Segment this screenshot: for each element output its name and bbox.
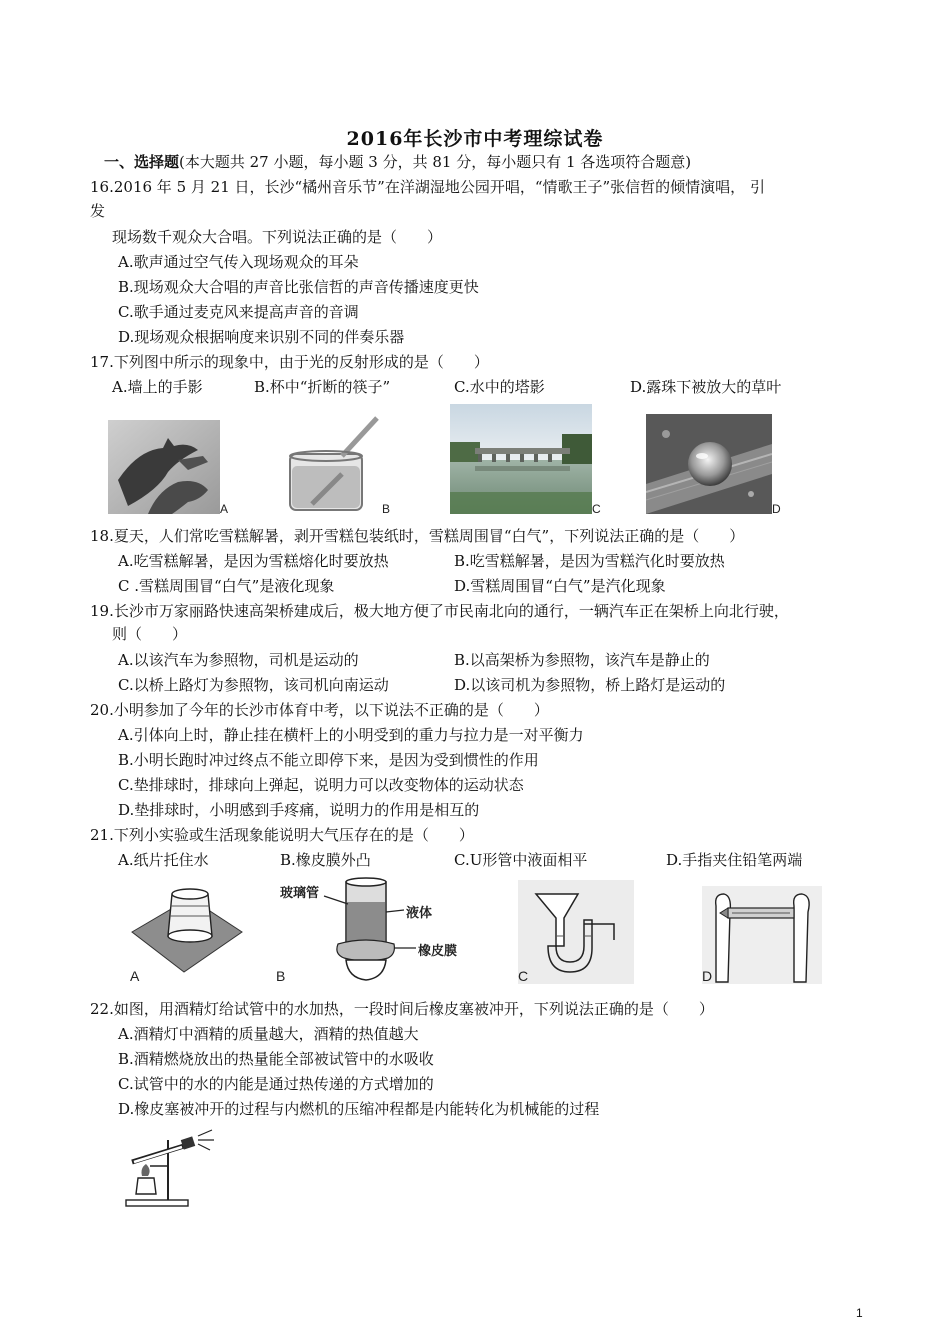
q18-option-b: B.吃雪糕解暑，是因为雪糕汽化时要放热 bbox=[454, 552, 725, 570]
q21-option-d: D.手指夹住铅笔两端 bbox=[666, 851, 803, 869]
q22-option-c: C.试管中的水的内能是通过热传递的方式增加的 bbox=[118, 1075, 434, 1093]
q17-figure-d-label: D bbox=[772, 502, 781, 516]
q17-figure-a-label: A bbox=[220, 502, 229, 516]
section-desc: (本大题共 27 小题，每小题 3 分，共 81 分，每小题只有 1 各选项符合题意) bbox=[179, 153, 692, 171]
q22-option-b: B.酒精燃烧放出的热量能全部被试管中的水吸收 bbox=[118, 1050, 434, 1068]
q21-stem: 21.下列小实验或生活现象能说明大气压存在的是（ ） bbox=[90, 826, 474, 844]
q18-option-d: D.雪糕周围冒“白气”是汽化现象 bbox=[454, 577, 666, 595]
q18-option-a: A.吃雪糕解暑，是因为雪糕熔化时要放热 bbox=[118, 552, 389, 570]
q18-stem: 18.夏天，人们常吃雪糕解暑，剥开雪糕包装纸时，雪糕周围冒“白气”，下列说法正确的是（ ） bbox=[90, 527, 745, 545]
q17-option-c: C.水中的塔影 bbox=[454, 378, 545, 396]
q19-option-c: C.以桥上路灯为参照物，该司机向南运动 bbox=[118, 676, 389, 694]
q17-stem: 17.下列图中所示的现象中，由于光的反射形成的是（ ） bbox=[90, 353, 489, 371]
q21-option-c: C.U形管中液面相平 bbox=[454, 851, 588, 869]
q16-stem-cont: 发 bbox=[90, 202, 106, 220]
q20-option-b: B.小明长跑时冲过终点不能立即停下来，是因为受到惯性的作用 bbox=[118, 751, 539, 769]
q20-option-d: D.垫排球时，小明感到手疼痛，说明力的作用是相互的 bbox=[118, 801, 480, 819]
q19-stem: 19.长沙市万家丽路快速高架桥建成后，极大地方便了市民南北向的通行，一辆汽车正在架桥上向北行驶， bbox=[90, 602, 789, 620]
q17-option-b: B.杯中“折断的筷子” bbox=[254, 378, 391, 396]
page-number: 1 bbox=[856, 1306, 863, 1320]
q18-option-c: C .雪糕周围冒“白气”是液化现象 bbox=[118, 577, 335, 595]
q20-stem: 20.小明参加了今年的长沙市体育中考，以下说法不正确的是（ ） bbox=[90, 701, 549, 719]
q21-figure-b bbox=[276, 874, 476, 984]
q21-option-a: A.纸片托住水 bbox=[118, 851, 209, 869]
q16-option-a: A.歌声通过空气传入现场观众的耳朵 bbox=[118, 253, 359, 271]
q21-figure-b-liquid-label: 液体 bbox=[406, 905, 433, 920]
q22-figure bbox=[120, 1126, 216, 1210]
q19-option-a: A.以该汽车为参照物，司机是运动的 bbox=[118, 651, 359, 669]
q21-figure-a-label: A bbox=[130, 968, 140, 984]
q17-figure-b-label: B bbox=[382, 502, 391, 516]
q16-option-c: C.歌手通过麦克风来提高声音的音调 bbox=[118, 303, 359, 321]
q21-figure-b-label: B bbox=[276, 968, 286, 984]
q17-figure-c-label: C bbox=[592, 502, 601, 516]
q21-figure-b-tube-label: 玻璃管 bbox=[280, 885, 320, 900]
section-header bbox=[104, 152, 691, 172]
q17-figure-d bbox=[646, 414, 772, 514]
q22-option-d: D.橡皮塞被冲开的过程与内燃机的压缩冲程都是内能转化为机械能的过程 bbox=[118, 1100, 600, 1118]
q19-option-b: B.以高架桥为参照物，该汽车是静止的 bbox=[454, 651, 710, 669]
q22-stem: 22.如图，用酒精灯给试管中的水加热，一段时间后橡皮塞被冲开，下列说法正确的是（ ） bbox=[90, 1000, 714, 1018]
q17-option-d: D.露珠下被放大的草叶 bbox=[630, 378, 782, 396]
q21-figure-d bbox=[702, 886, 822, 984]
q16-stem: 16.2016 年 5 月 21 日，长沙“橘州音乐节”在洋湖湿地公园开唱，“情歌王子”张信哲的倾情演唱， 引 bbox=[90, 178, 765, 196]
q16-stem2: 现场数千观众大合唱。下列说法正确的是（ ） bbox=[112, 228, 443, 246]
q20-option-c: C.垫排球时，排球向上弹起，说明力可以改变物体的运动状态 bbox=[118, 776, 524, 794]
q17-figure-b bbox=[282, 414, 382, 514]
section-name: 一、选择题 bbox=[104, 153, 180, 171]
q19-stem2: 则（ ） bbox=[112, 625, 188, 643]
q20-option-a: A.引体向上时，静止挂在横杆上的小明受到的重力与拉力是一对平衡力 bbox=[118, 726, 584, 744]
q21-option-b: B.橡皮膜外凸 bbox=[280, 851, 371, 869]
q21-figure-b-membrane-label: 橡皮膜 bbox=[418, 943, 458, 958]
q21-figure-a bbox=[128, 880, 246, 984]
q21-figure-c-label: C bbox=[518, 968, 529, 984]
page-title: 2016年长沙市中考理综试卷 bbox=[346, 128, 604, 150]
q21-figure-c bbox=[518, 880, 634, 984]
q17-option-a: A.墙上的手影 bbox=[112, 378, 203, 396]
q22-option-a: A.酒精灯中酒精的质量越大，酒精的热值越大 bbox=[118, 1025, 419, 1043]
q19-option-d: D.以该司机为参照物，桥上路灯是运动的 bbox=[454, 676, 726, 694]
q21-figure-d-label: D bbox=[702, 968, 713, 984]
q17-figure-a bbox=[108, 420, 220, 514]
q17-figure-c bbox=[450, 404, 592, 514]
q16-option-b: B.现场观众大合唱的声音比张信哲的声音传播速度更快 bbox=[118, 278, 479, 296]
q16-option-d: D.现场观众根据响度来识别不同的伴奏乐器 bbox=[118, 328, 405, 346]
